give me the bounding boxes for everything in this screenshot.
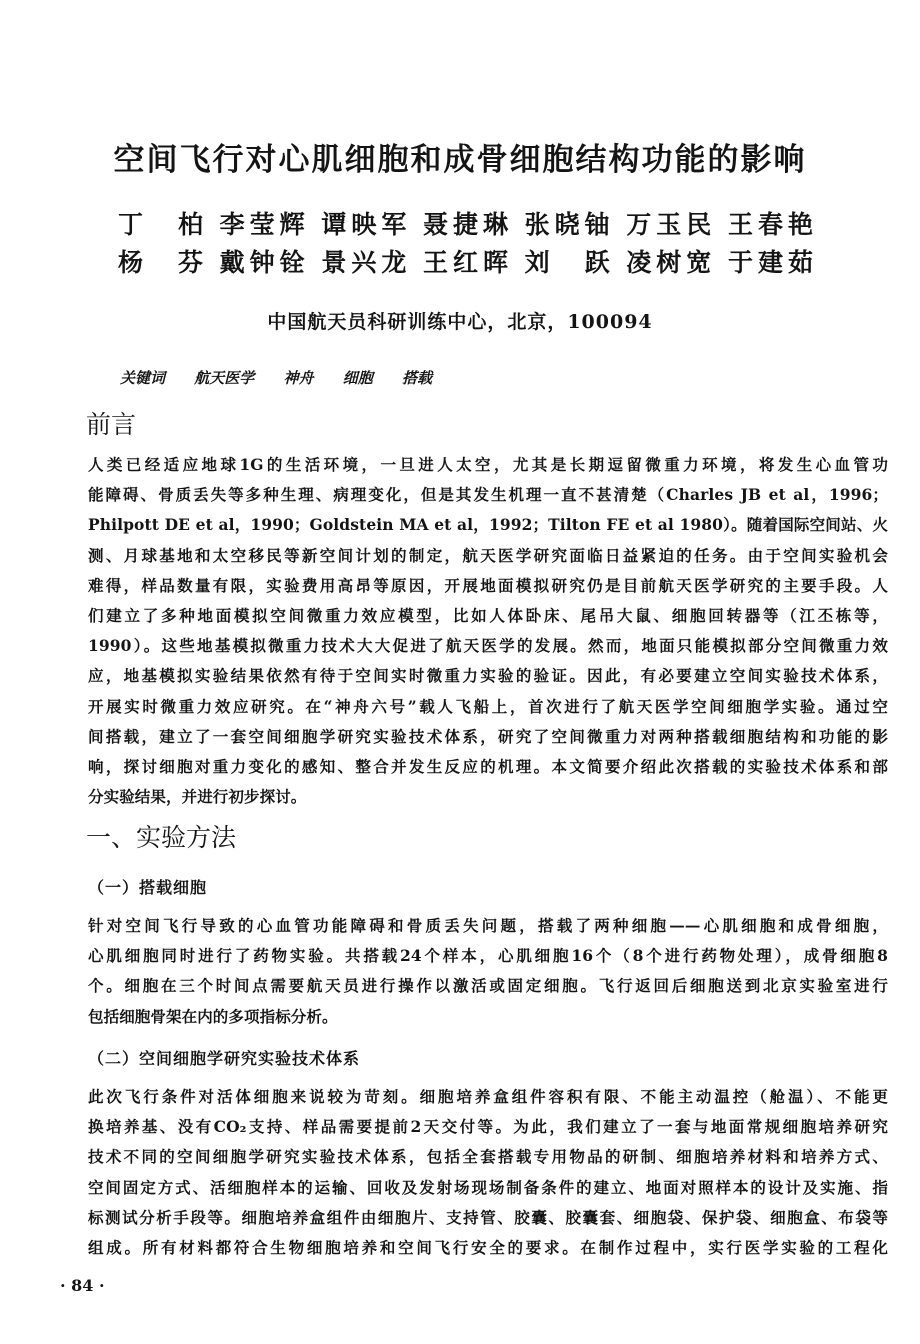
text-line: 此次飞行条件对活体细胞来说较为苛刻。细胞培养盒组件容积有限、不能主动温控（舱温）、不能更: [88, 1087, 888, 1106]
text-line: 响，探讨细胞对重力变化的感知、整合并发生反应的机理。本文简要介绍此次搭载的实验技术体系和部: [88, 756, 888, 776]
author: 李莹辉: [219, 210, 310, 239]
keyword: 细胞: [342, 369, 373, 387]
author: 王红晖: [422, 248, 513, 277]
text-line: 们建立了多种地面模拟空间微重力效应模型，比如人体卧床、尾吊大鼠、细胞回转器等（江丕栋等，: [88, 605, 888, 625]
text-line: 标测试分析手段等。细胞培养盒组件由细胞片、支持管、胶囊、胶囊套、细胞袋、保护袋、细胞盒、布袋等: [88, 1207, 888, 1227]
author: 张晓铀: [524, 210, 615, 239]
page-number: · 84 ·: [60, 1276, 105, 1295]
keywords: [120, 367, 456, 388]
text-line: 能障碍、骨质丢失等多种生理、病理变化，但是其发生机理一直不甚清楚（Charles JB et al，1996；: [88, 485, 888, 505]
paper-title: 空间飞行对心肌细胞和成骨细胞结构功能的影响: [113, 142, 807, 178]
author: 杨 芬: [118, 248, 209, 277]
text-line: 针对空间飞行导致的心血管功能障碍和骨质丢失问题，搭载了两种细胞——心肌细胞和成骨细胞，: [88, 916, 888, 935]
subsection-heading: （二）空间细胞学研究实验技术体系: [88, 1049, 361, 1068]
text-line: 间搭载，建立了一套空间细胞学研究实验技术体系，研究了空间微重力对两种搭载细胞结构和功能的影: [88, 726, 888, 746]
text-line: 心肌细胞同时进行了药物实验。共搭载24个样本，心肌细胞16个（8个进行药物处理），成骨细胞8: [88, 946, 888, 966]
text-line: 包括细胞骨架在内的多项指标分析。: [88, 1006, 338, 1026]
preface-heading: 前言: [86, 410, 137, 439]
subsection-paragraph: [88, 911, 888, 1032]
text-line: 1990）。这些地基模拟微重力技术大大促进了航天医学的发展。然而，地面只能模拟部分空间微重力效: [88, 636, 888, 656]
author: 丁 柏: [118, 210, 209, 239]
author: 于建茹: [727, 248, 818, 277]
text-line: 技术不同的空间细胞学研究实验技术体系，包括全套搭载专用物品的研制、细胞培养材料和培养方式、: [88, 1147, 888, 1167]
author: 戴钟铨: [219, 248, 310, 277]
author: 谭映军: [321, 210, 412, 239]
text-line: 应，地基模拟实验结果依然有待于空间实时微重力实验的验证。因此，有必要建立空间实验技术体系，: [88, 666, 888, 686]
author: 凌树宽: [626, 248, 717, 277]
author: 王春艳: [727, 210, 818, 239]
text-line: 难得，样品数量有限，实验费用高昂等原因，开展地面模拟研究仍是目前航天医学研究的主要手段。人: [88, 575, 888, 595]
author: 聂捷琳: [422, 210, 513, 239]
text-line: 开展实时微重力效应研究。在“神舟六号”载人飞船上，首次进行了航天医学空间细胞学实验。通过空: [88, 696, 888, 716]
preface-paragraph: [88, 450, 888, 812]
keyword: 搭载: [402, 369, 433, 387]
text-line: 个。细胞在三个时间点需要航天员进行操作以激活或固定细胞。飞行返回后细胞送到北京实验室进行: [88, 976, 888, 996]
author: 万玉民: [626, 210, 717, 239]
text-line: 人类已经适应地球1G的生活环境，一旦进人太空，尤其是长期逗留微重力环境，将发生心血管功: [88, 455, 888, 474]
author: 刘 跃: [524, 248, 615, 277]
affiliation: 中国航天员科研训练中心，北京，100094: [267, 311, 653, 333]
text-line: 分实验结果，并进行初步探讨。: [88, 787, 307, 807]
keywords-label: 关键词: [120, 369, 166, 387]
text-line: 空间固定方式、活细胞样本的运输、回收及发射场现场制备条件的建立、地面对照样本的设计及实施、指: [88, 1177, 888, 1197]
text-line: Philpott DE et al，1990；Goldstein MA et al，1992；Tilton FE et al 1980）。随着国际空间站、火: [88, 515, 888, 535]
keyword: 神舟: [283, 369, 314, 387]
author-row-1: [118, 205, 818, 241]
author: 景兴龙: [321, 248, 412, 277]
subsection-heading: （一）搭载细胞: [88, 878, 208, 897]
text-line: 组成。所有材料都符合生物细胞培养和空间飞行安全的要求。在制作过程中，实行医学实验的工程化: [88, 1237, 888, 1257]
text-line: 测、月球基地和太空移民等新空间计划的制定，航天医学研究面临日益紧迫的任务。由于空间实验机会: [88, 545, 888, 565]
author-row-2: [118, 243, 818, 279]
subsection-paragraph: [88, 1082, 888, 1263]
keyword: 航天医学: [194, 369, 255, 387]
text-line: 换培养基、没有CO₂支持、样品需要提前2天交付等。为此，我们建立了一套与地面常规细胞培养研究: [88, 1117, 888, 1137]
section-heading: 一、实验方法: [86, 823, 237, 852]
